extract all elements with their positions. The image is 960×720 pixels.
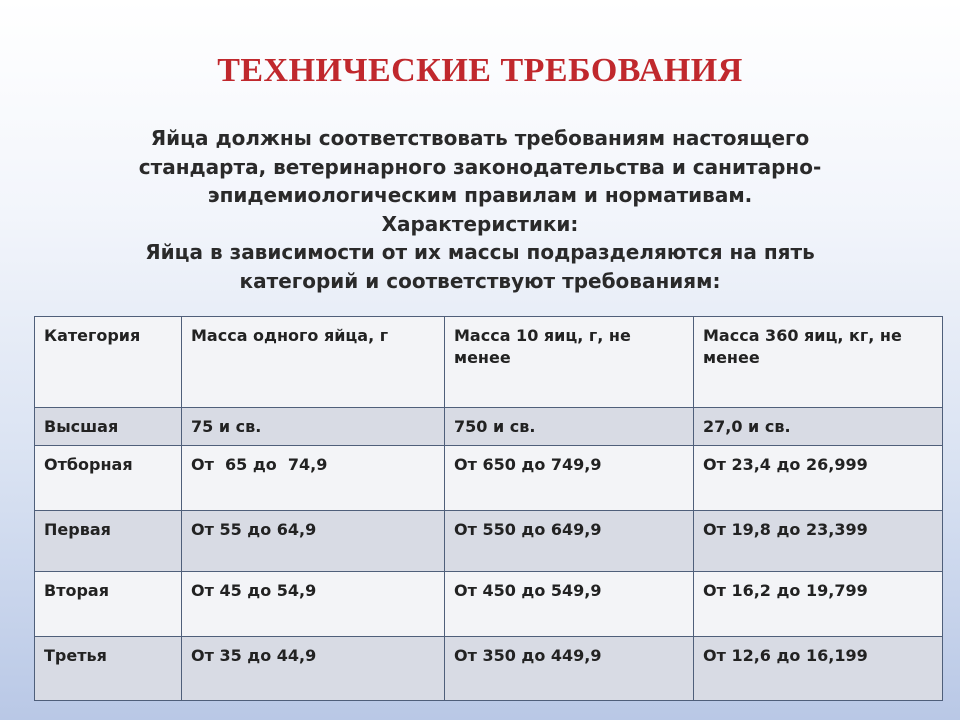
- table-row: [35, 572, 943, 637]
- intro-subheading: Характеристики:: [381, 211, 579, 236]
- table-cell: От 19,8 до 23,399: [694, 511, 943, 572]
- table-cell: Первая: [35, 511, 182, 572]
- table-cell: От 650 до 749,9: [445, 446, 694, 511]
- intro-line: эпидемиологическим правилам и нормативам.: [207, 183, 753, 207]
- table-cell: От 45 до 54,9: [182, 572, 445, 637]
- table-row: [35, 511, 943, 572]
- header-mass-360: Масса 360 яиц, кг, не менее: [694, 317, 943, 408]
- header-category: Категория: [35, 317, 182, 408]
- slide-title: ТЕХНИЧЕСКИЕ ТРЕБОВАНИЯ: [217, 52, 743, 89]
- table-cell: От 12,6 до 16,199: [694, 637, 943, 701]
- table-cell: От 450 до 549,9: [445, 572, 694, 637]
- intro-line: Яйца должны соответствовать требованиям настоящего: [150, 126, 810, 150]
- intro-line: Яйца в зависимости от их массы подразделяются на пять: [145, 240, 815, 264]
- header-mass-ten: Масса 10 яиц, г, не менее: [445, 317, 694, 408]
- intro-line: категорий и соответствуют требованиям:: [239, 268, 721, 293]
- table-row: [35, 446, 943, 511]
- table-cell: От 16,2 до 19,799: [694, 572, 943, 637]
- table-cell: От 35 до 44,9: [182, 637, 445, 701]
- intro-line: стандарта, ветеринарного законодательства и санитарно-: [138, 154, 822, 179]
- egg-categories-table: [34, 316, 943, 701]
- table-row: [35, 637, 943, 701]
- table-cell: От 350 до 449,9: [445, 637, 694, 701]
- table-header-row: [35, 317, 943, 408]
- table-cell: Высшая: [35, 408, 182, 446]
- intro-text: [40, 124, 920, 295]
- table-cell: Вторая: [35, 572, 182, 637]
- table-row: [35, 408, 943, 446]
- table-cell: Третья: [35, 637, 182, 701]
- table-cell: От 550 до 649,9: [445, 511, 694, 572]
- table-cell: 27,0 и св.: [694, 408, 943, 446]
- table-cell: От 23,4 до 26,999: [694, 446, 943, 511]
- table-cell: От 65 до 74,9: [182, 446, 445, 511]
- header-mass-one: Масса одного яйца, г: [182, 317, 445, 408]
- table-cell: 75 и св.: [182, 408, 445, 446]
- table-cell: Отборная: [35, 446, 182, 511]
- table-cell: От 55 до 64,9: [182, 511, 445, 572]
- table-cell: 750 и св.: [445, 408, 694, 446]
